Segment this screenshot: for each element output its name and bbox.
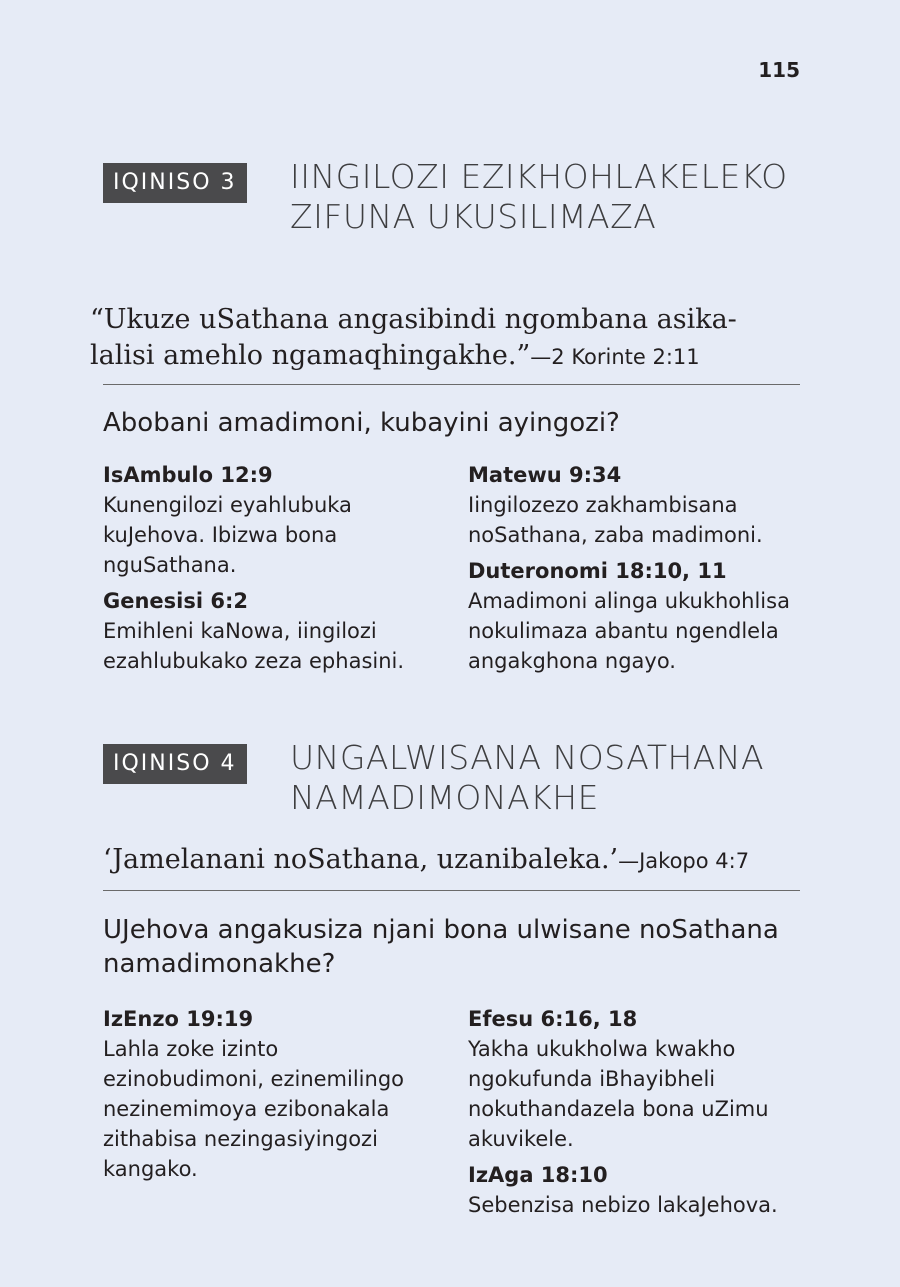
scripture-entry: [103, 586, 443, 676]
scripture-entry: [103, 1004, 443, 1184]
scripture-summary: Kunengilozi eyahlubuka kuJehova. Ibizwa bona nguSathana.: [103, 493, 352, 577]
section-heading: UNGALWISANA NOSATHANA NAMADIMONAKHE: [290, 738, 765, 817]
scripture-summary: Amadimoni alinga ukukhohlisa nokulimaza abantu ngendlela angakghona ngayo.: [468, 589, 790, 673]
quote-text: ‘Jamelanani noSathana, uzanibaleka.’: [103, 844, 619, 875]
section-badge: IQINISO 4: [103, 744, 247, 784]
section-question: Abobani amadimoni, kubayini ayingozi?: [103, 408, 620, 438]
section-badge: IQINISO 3: [103, 163, 247, 203]
quote-reference: —2 Korinte 2:11: [530, 345, 700, 369]
scripture-entry: [468, 460, 803, 550]
scripture-reference: IzEnzo 19:19: [103, 1007, 254, 1031]
scripture-reference: Genesisi 6:2: [103, 589, 249, 613]
right-column: [468, 1004, 803, 1226]
scripture-quote: [103, 842, 813, 879]
scripture-reference: Matewu 9:34: [468, 463, 622, 487]
scripture-reference: IsAmbulo 12:9: [103, 463, 273, 487]
left-column: [103, 460, 443, 682]
scripture-reference: Efesu 6:16, 18: [468, 1007, 638, 1031]
section-question: UJehova angakusiza njani bona ulwisane noSathana namadimonakhe?: [103, 915, 779, 979]
scripture-entry: [468, 556, 803, 676]
scripture-entry: [468, 1160, 803, 1220]
scripture-summary: Yakha ukukholwa kwakho ngokufunda iBhayibheli nokuthandazela bona uZimu akuvikele.: [468, 1037, 769, 1151]
left-column: [103, 1004, 443, 1190]
divider: [103, 890, 800, 891]
scripture-summary: Sebenzisa nebizo lakaJehova.: [468, 1193, 778, 1217]
right-column: [468, 460, 803, 682]
scripture-reference: IzAga 18:10: [468, 1163, 608, 1187]
scripture-quote: [90, 302, 800, 375]
page-number: 115: [758, 58, 800, 82]
scripture-entry: [103, 460, 443, 580]
scripture-reference: Duteronomi 18:10, 11: [468, 559, 727, 583]
scripture-summary: Iingilozezo zakhambisana noSathana, zaba madimoni.: [468, 493, 763, 547]
scripture-summary: Lahla zoke izinto ezinobudimoni, ezinemilingo nezinemimoya ezibonakala zithabisa nezingasiyingozi kangako.: [103, 1037, 404, 1181]
section-heading: IINGILOZI EZIKHOHLAKELEKO ZIFUNA UKUSILIMAZA: [290, 157, 788, 236]
scripture-summary: Emihleni kaNowa, iingilozi ezahlubukako zeza ephasini.: [103, 619, 405, 673]
scripture-entry: [468, 1004, 803, 1154]
quote-text: “Ukuze uSathana angasibindi ngombana asika-lalisi amehlo ngamaqhingakhe.”: [90, 304, 737, 371]
divider: [103, 384, 800, 385]
quote-reference: —Jakopo 4:7: [618, 849, 750, 873]
